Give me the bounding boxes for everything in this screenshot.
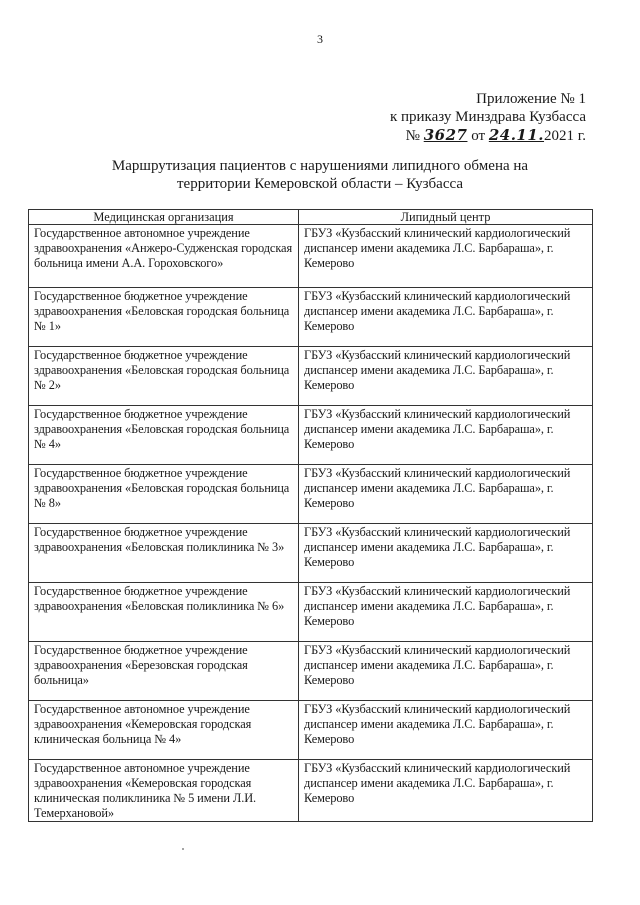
lipid-center-cell: ГБУЗ «Кузбасский клинический кардиологический диспансер имени академика Л.С. Барбараша», г. Кемерово: [299, 288, 593, 347]
lipid-center-cell: ГБУЗ «Кузбасский клинический кардиологический диспансер имени академика Л.С. Барбараша», г. Кемерово: [299, 406, 593, 465]
scan-speck: [182, 848, 184, 850]
order-number-handwritten: 3627: [423, 126, 468, 144]
table-row: [29, 524, 593, 583]
organization-cell: Государственное автономное учреждение здравоохранения «Кемеровская городская клиническая больница № 4»: [29, 701, 299, 760]
organization-cell: Государственное бюджетное учреждение здравоохранения «Беловская городская больница № 4»: [29, 406, 299, 465]
organization-cell: Государственное бюджетное учреждение здравоохранения «Березовская городская больница»: [29, 642, 299, 701]
table-row: [29, 701, 593, 760]
organization-cell: Государственное бюджетное учреждение здравоохранения «Беловская городская больница № 2»: [29, 347, 299, 406]
organization-cell: Государственное бюджетное учреждение здравоохранения «Беловская поликлиника № 3»: [29, 524, 299, 583]
organization-cell: Государственное бюджетное учреждение здравоохранения «Беловская городская больница № 1»: [29, 288, 299, 347]
header-lipid-center: Липидный центр: [299, 210, 593, 225]
organization-cell: Государственное бюджетное учреждение здравоохранения «Беловская поликлиника № 6»: [29, 583, 299, 642]
appendix-number-date-line: [390, 126, 586, 145]
appendix-block: [390, 90, 586, 145]
routing-table: [28, 209, 593, 822]
organization-cell: Государственное бюджетное учреждение здравоохранения «Беловская городская больница № 8»: [29, 465, 299, 524]
order-number-prefix: №: [405, 128, 424, 144]
lipid-center-cell: ГБУЗ «Кузбасский клинический кардиологический диспансер имени академика Л.С. Барбараша», г. Кемерово: [299, 465, 593, 524]
organization-cell: Государственное автономное учреждение здравоохранения «Кемеровская городская клиническая поликлиника № 5 имени Л.И. Темерхановой»: [29, 760, 299, 822]
table-row: [29, 347, 593, 406]
order-date-handwritten: 24.11.: [488, 126, 545, 144]
lipid-center-cell: ГБУЗ «Кузбасский клинический кардиологический диспансер имени академика Л.С. Барбараша», г. Кемерово: [299, 583, 593, 642]
lipid-center-cell: ГБУЗ «Кузбасский клинический кардиологический диспансер имени академика Л.С. Барбараша», г. Кемерово: [299, 760, 593, 822]
page-number: 3: [317, 32, 323, 46]
table-row: [29, 288, 593, 347]
lipid-center-cell: ГБУЗ «Кузбасский клинический кардиологический диспансер имени академика Л.С. Барбараша», г. Кемерово: [299, 225, 593, 288]
header-medical-organization: Медицинская организация: [29, 210, 299, 225]
lipid-center-cell: ГБУЗ «Кузбасский клинический кардиологический диспансер имени академика Л.С. Барбараша», г. Кемерово: [299, 642, 593, 701]
table-header-row: [29, 210, 593, 225]
document-title-line-1: Маршрутизация пациентов с нарушениями липидного обмена на: [111, 158, 529, 174]
table-row: [29, 642, 593, 701]
lipid-center-cell: ГБУЗ «Кузбасский клинический кардиологический диспансер имени академика Л.С. Барбараша», г. Кемерово: [299, 524, 593, 583]
order-date-prefix: от: [467, 128, 489, 144]
lipid-center-cell: ГБУЗ «Кузбасский клинический кардиологический диспансер имени академика Л.С. Барбараша», г. Кемерово: [299, 701, 593, 760]
table-row: [29, 406, 593, 465]
appendix-order-reference: к приказу Минздрава Кузбасса: [389, 109, 586, 125]
table-row: [29, 465, 593, 524]
document-title: [0, 157, 640, 193]
lipid-center-cell: ГБУЗ «Кузбасский клинический кардиологический диспансер имени академика Л.С. Барбараша», г. Кемерово: [299, 347, 593, 406]
appendix-title: Приложение № 1: [476, 91, 586, 107]
table-row: [29, 760, 593, 822]
document-title-line-2: территории Кемеровской области – Кузбасса: [177, 176, 463, 192]
table-row: [29, 583, 593, 642]
organization-cell: Государственное автономное учреждение здравоохранения «Анжеро-Судженская городская больница имени А.А. Гороховского»: [29, 225, 299, 288]
table-row: [29, 225, 593, 288]
order-year: 2021 г.: [544, 128, 586, 144]
